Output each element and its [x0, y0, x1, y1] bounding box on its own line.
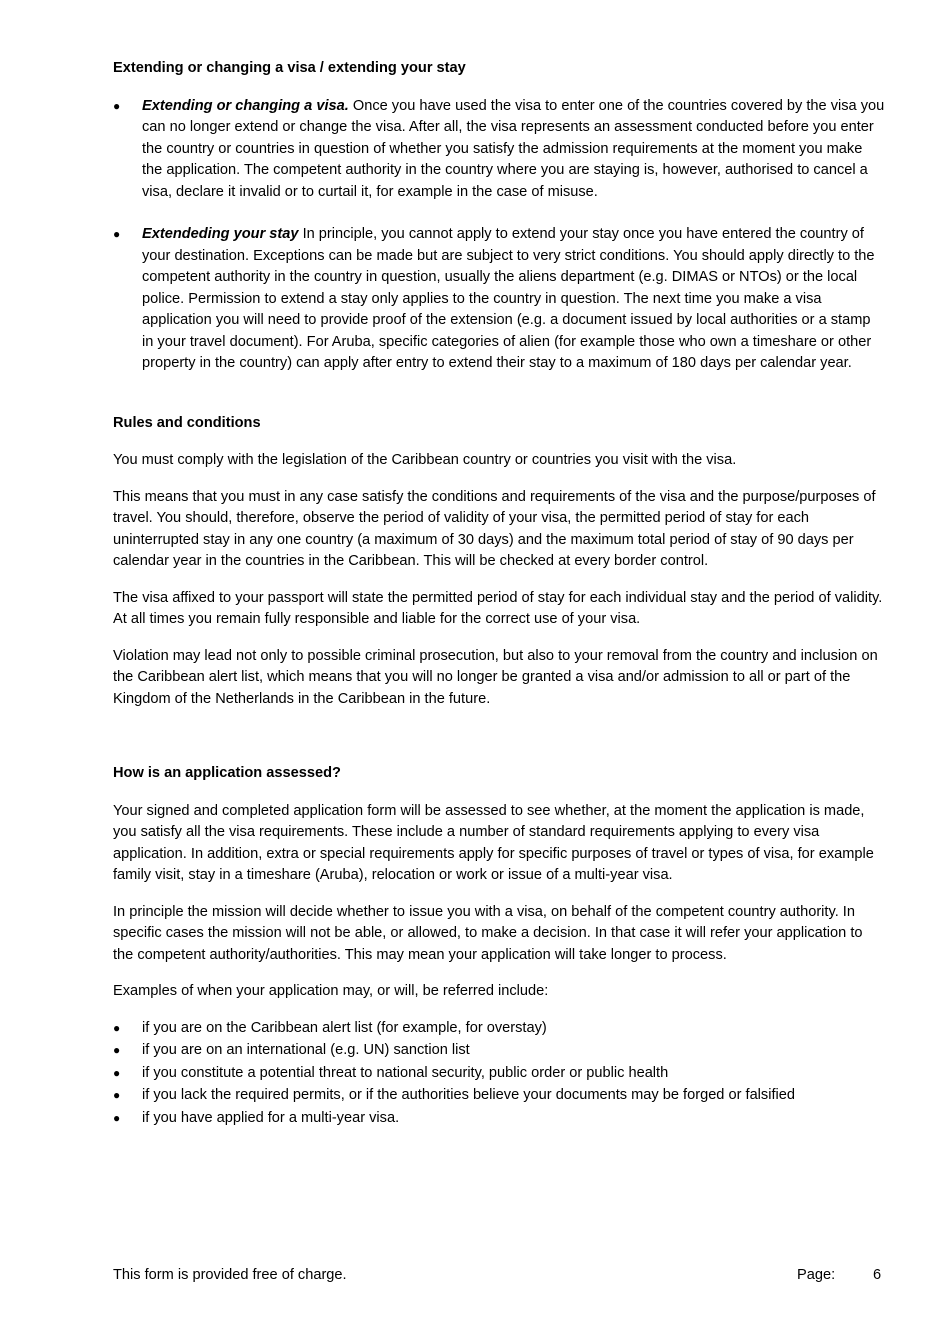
list-item: [113, 1040, 885, 1062]
list-item-text: if you constitute a potential threat to national security, public order or public health: [142, 1064, 669, 1081]
list-item: [113, 1085, 885, 1107]
bullet-list: [113, 96, 885, 375]
paragraph: The visa affixed to your passport will state the permitted period of stay for each individual stay and the period of validity. At all times you remain fully responsible and liable for the correct use of your visa.: [113, 589, 883, 627]
list-item-text: if you lack the required permits, or if the authorities believe your documents may be forged or falsified: [142, 1087, 795, 1103]
list-item-term: Extendeding your stay: [142, 226, 299, 242]
bullet-icon: ●: [113, 227, 121, 241]
referral-list: [113, 1018, 885, 1130]
list-item-text: In principle, you cannot apply to extend your stay once you have entered the country of your destination. Exceptions can be made but are subject to very strict conditions. You should apply directly to the competent authority in the country in question, usually the aliens department (e.g. DIMAS or NTOs) or the local police. Permission to extend a stay only applies to the country in question. The next time you make a visa application you will need to provide proof of the extension (e.g. a document issued by local authorities or a stamp in your travel document). For Aruba, specific categories of alien (for example those who own a timeshare or other property in the country) can apply after entry to extend their stay to a maximum of 180 days per calendar year.: [142, 226, 875, 371]
bullet-icon: ●: [113, 1110, 121, 1125]
section-extending-visa: [113, 58, 885, 375]
list-item-text: if you are on the Caribbean alert list (for example, for overstay): [142, 1019, 547, 1036]
paragraph: Your signed and completed application form will be assessed to see whether, at the moment the application is made, you satisfy all the visa requirements. These include a number of standard requirements applying to every visa application. In addition, extra or special requirements apply for specific purposes of travel or types of visa, for example family visit, stay in a timeshare (Aruba), relocation or work or issue of a multi-year visa.: [113, 802, 874, 883]
bullet-icon: ●: [113, 1065, 121, 1080]
section-heading: How is an application assessed?: [113, 765, 341, 781]
section-heading: Rules and conditions: [113, 414, 261, 431]
bullet-icon: ●: [113, 1088, 121, 1102]
list-item: [113, 96, 885, 204]
list-item-text: Once you have used the visa to enter one of the countries covered by the visa you can no longer extend or change the visa. After all, the visa represents an assessment conducted before you enter the country or countries in question of whether you satisfy the admission requirements at the moment you make the application. The competent authority in the country where you are staying is, however, authorised to cancel a visa, declare it invalid or to curtail it, for example in the case of misuse.: [142, 97, 885, 200]
bullet-icon: ●: [113, 98, 121, 113]
list-item-text: if you are on an international (e.g. UN) sanction list: [142, 1042, 470, 1058]
document-page: [113, 58, 885, 1130]
section-heading: Extending or changing a visa / extending your stay: [113, 60, 466, 76]
section-application-assessed: [113, 763, 885, 1129]
list-item: [113, 1108, 885, 1130]
list-item: [113, 1063, 885, 1085]
bullet-icon: ●: [113, 1020, 121, 1035]
page-label: Page:: [797, 1267, 836, 1283]
paragraph: In principle the mission will decide whether to issue you with a visa, on behalf of the competent country authority. In specific cases the mission will not be able, or allowed, to make a decision. In that case it will refer your application to the competent authority/authorities. This may mean your application will take longer to process.: [113, 903, 863, 963]
list-item: [113, 1018, 885, 1040]
footer-note: This form is provided free of charge.: [113, 1267, 347, 1283]
section-rules-conditions: [113, 413, 885, 711]
page-footer: [113, 1265, 885, 1287]
list-item-term: Extending or changing a visa.: [142, 97, 349, 114]
bullet-icon: ●: [113, 1043, 121, 1057]
page-number: 6: [873, 1267, 882, 1283]
list-item-text: if you have applied for a multi-year visa.: [142, 1109, 400, 1126]
paragraph: This means that you must in any case satisfy the conditions and requirements of the visa and the purpose/purposes of travel. You should, therefore, observe the period of validity of your visa, the permitted period of stay for each uninterrupted stay in any one country (a maximum of 30 days) and the maximum total period of stay of 90 days per calendar year in the countries in the Caribbean. This will be checked at every border control.: [113, 488, 876, 569]
list-item: [113, 224, 885, 375]
paragraph: Examples of when your application may, or will, be referred include:: [113, 983, 549, 999]
paragraph: Violation may lead not only to possible criminal prosecution, but also to your removal from the country and inclusion on the Caribbean alert list, which means that you will no longer be granted a visa and/or admission to all or part of the Kingdom of the Netherlands in the Caribbean in the future.: [113, 647, 878, 707]
paragraph: You must comply with the legislation of the Caribbean country or countries you visit with the visa.: [113, 452, 737, 468]
